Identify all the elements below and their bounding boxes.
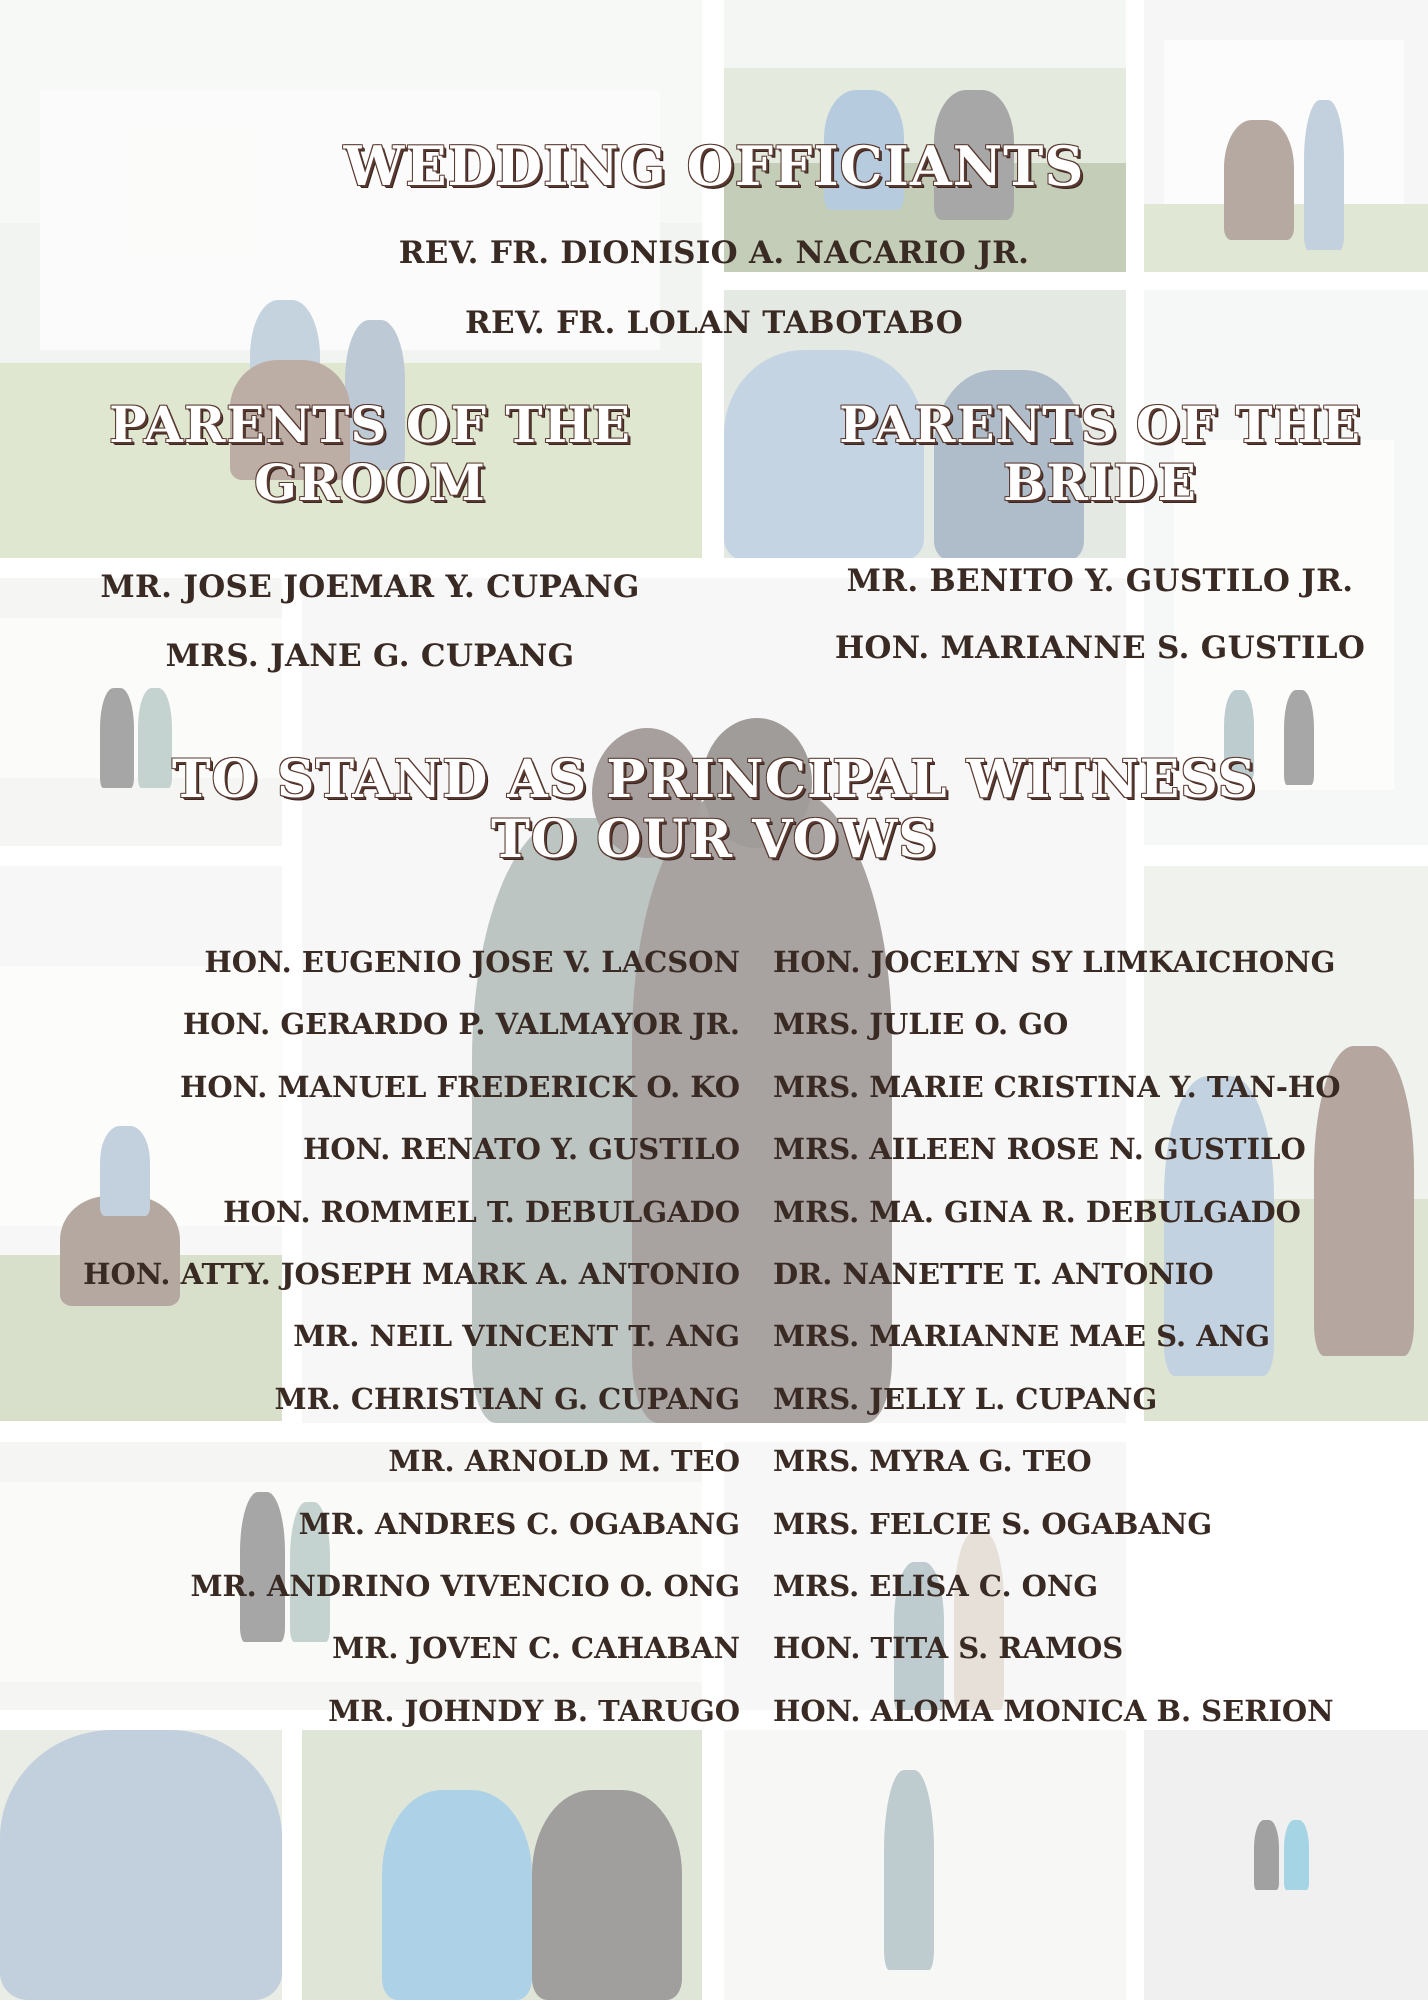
groom-parents-heading-line2: GROOM: [254, 452, 486, 512]
witness-left-11: MR. ANDRINO VIVENCIO O. ONG: [190, 1568, 740, 1603]
witness-left-7: MR. NEIL VINCENT T. ANG: [293, 1319, 740, 1354]
officiants-heading: WEDDING OFFICIANTS: [343, 134, 1085, 198]
officiant-name-2: REV. FR. LOLAN TABOTABO: [464, 305, 964, 341]
witness-left-1: HON. EUGENIO JOSE V. LACSON: [204, 945, 740, 979]
witness-left-13: MR. JOHNDY B. TARUGO: [328, 1693, 740, 1728]
witness-left-12: MR. JOVEN C. CAHABAN: [332, 1631, 740, 1666]
witness-right-7: MRS. MARIANNE MAE S. ANG: [773, 1319, 1270, 1354]
witness-left-4: HON. RENATO Y. GUSTILO: [302, 1132, 740, 1167]
witness-left-5: HON. ROMMEL T. DEBULGADO: [223, 1194, 740, 1229]
groom-parents-heading-line1: PARENTS OF THE: [109, 395, 631, 454]
groom-mother-name: MRS. JANE G. CUPANG: [165, 638, 575, 674]
witnesses-right-column: [773, 940, 1413, 1751]
witnesses-heading-line1: TO STAND AS PRINCIPAL WITNESS: [171, 749, 1257, 810]
witness-right-1: HON. JOCELYN SY LIMKAICHONG: [773, 945, 1336, 979]
witness-left-9: MR. ARNOLD M. TEO: [388, 1444, 740, 1479]
witness-right-11: MRS. ELISA C. ONG: [773, 1568, 1099, 1603]
witness-left-3: HON. MANUEL FREDERICK O. KO: [179, 1069, 740, 1104]
officiant-name-1: REV. FR. DIONISIO A. NACARIO JR.: [398, 235, 1030, 271]
groom-parents-heading: [60, 396, 680, 511]
witness-left-10: MR. ANDRES C. OGABANG: [298, 1506, 740, 1541]
bride-father-name: MR. BENITO Y. GUSTILO JR.: [846, 563, 1354, 599]
witness-left-2: HON. GERARDO P. VALMAYOR JR.: [182, 1007, 740, 1042]
witness-right-3: MRS. MARIE CRISTINA Y. TAN-HO: [773, 1069, 1341, 1104]
witnesses-left-column: [20, 940, 740, 1751]
witness-right-10: MRS. FELCIE S. OGABANG: [773, 1506, 1213, 1541]
witness-right-8: MRS. JELLY L. CUPANG: [773, 1381, 1158, 1416]
witness-right-5: MRS. MA. GINA R. DEBULGADO: [773, 1194, 1301, 1229]
bride-parents-heading: [780, 396, 1420, 511]
witness-right-12: HON. TITA S. RAMOS: [773, 1631, 1124, 1666]
witness-right-6: DR. NANETTE T. ANTONIO: [773, 1256, 1214, 1291]
bride-parents-heading-line1: PARENTS OF THE: [839, 395, 1361, 454]
witness-left-6: HON. ATTY. JOSEPH MARK A. ANTONIO: [83, 1256, 740, 1291]
witness-right-9: MRS. MYRA G. TEO: [773, 1444, 1092, 1479]
bride-parents-heading-line2: BRIDE: [1003, 452, 1197, 512]
witnesses-heading-line2: TO OUR VOWS: [491, 808, 937, 870]
witnesses-heading: [0, 750, 1428, 870]
bride-mother-name: HON. MARIANNE S. GUSTILO: [834, 630, 1366, 666]
groom-father-name: MR. JOSE JOEMAR Y. CUPANG: [100, 569, 640, 605]
witness-right-13: HON. ALOMA MONICA B. SERION: [773, 1693, 1334, 1728]
witness-right-4: MRS. AILEEN ROSE N. GUSTILO: [773, 1132, 1306, 1167]
witness-right-2: MRS. JULIE O. GO: [773, 1007, 1069, 1042]
witness-left-8: MR. CHRISTIAN G. CUPANG: [274, 1381, 740, 1416]
